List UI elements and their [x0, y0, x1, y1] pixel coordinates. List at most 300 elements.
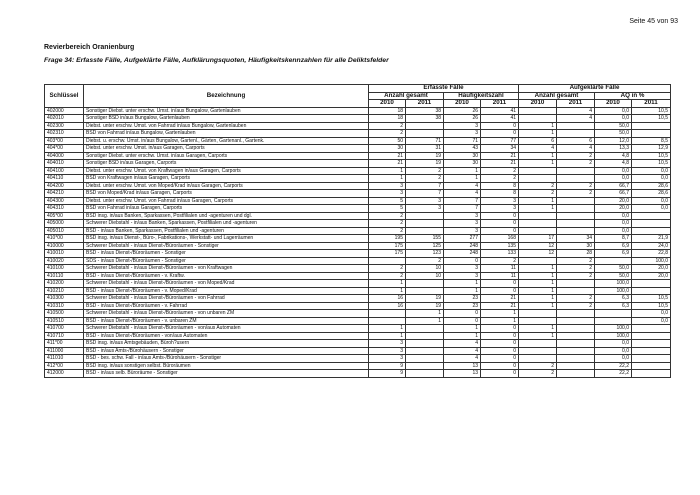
table-row [45, 145, 671, 153]
cell-erfasst-2011 [406, 280, 444, 288]
cell-aufgeklaert-2011 [557, 340, 595, 348]
cell-aufgeklaert-2010: 1 [519, 122, 557, 130]
header-erfasste-faelle: Erfasste Fälle [369, 85, 519, 93]
statistics-table [44, 84, 671, 378]
cell-aq-2010: 4,8 [595, 160, 632, 168]
cell-schluessel: 410020 [45, 257, 84, 265]
cell-hz-2010: 1 [444, 280, 481, 288]
cell-schluessel: 412000 [45, 370, 84, 378]
table-row [45, 160, 671, 168]
cell-hz-2011: 21 [481, 152, 519, 160]
cell-erfasst-2010: 3 [369, 190, 406, 198]
cell-aq-2011: 10,5 [632, 295, 671, 303]
cell-erfasst-2011: 7 [406, 182, 444, 190]
cell-hz-2010: 1 [444, 175, 481, 183]
cell-schluessel: 410*00 [45, 235, 84, 243]
cell-hz-2011: 2 [481, 257, 519, 265]
cell-hz-2011: 41 [481, 115, 519, 123]
cell-hz-2011: 2 [481, 167, 519, 175]
cell-hz-2010: 1 [444, 332, 481, 340]
cell-erfasst-2010: 18 [369, 107, 406, 115]
header-anzahl-gesamt: Anzahl gesamt [369, 92, 444, 100]
cell-erfasst-2010: 1 [369, 287, 406, 295]
cell-erfasst-2010: 5 [369, 197, 406, 205]
cell-hz-2011: 168 [481, 235, 519, 243]
table-row [45, 212, 671, 220]
cell-erfasst-2011: 19 [406, 152, 444, 160]
cell-erfasst-2010: 1 [369, 332, 406, 340]
cell-aq-2011 [632, 280, 671, 288]
cell-schluessel: 410300 [45, 295, 84, 303]
cell-aufgeklaert-2011: 2 [557, 182, 595, 190]
cell-hz-2011: 3 [481, 205, 519, 213]
cell-aufgeklaert-2011: 2 [557, 272, 595, 280]
cell-aq-2011: 0,0 [632, 205, 671, 213]
cell-hz-2010: 4 [444, 340, 481, 348]
cell-bezeichnung: BSD von Fahrrad in/aus Garagen, Carports [84, 205, 369, 213]
cell-aq-2010: 0,0 [595, 227, 632, 235]
cell-bezeichnung: BSD - in/aus Banken, Sparkassen, Postfilialen und -agenturen [84, 227, 369, 235]
cell-erfasst-2010: 175 [369, 242, 406, 250]
table-row [45, 302, 671, 310]
cell-schluessel: 410310 [45, 302, 84, 310]
cell-aufgeklaert-2010 [519, 220, 557, 228]
cell-hz-2010: 4 [444, 190, 481, 198]
cell-bezeichnung: BSD insg. in/aus sonstigen selbst. Büroräumen [84, 362, 369, 370]
cell-aufgeklaert-2011 [557, 212, 595, 220]
table-row [45, 122, 671, 130]
cell-bezeichnung: Schwerer Diebstahl - in/aus Dienst-/Büroräumen - von/aus Automaten [84, 325, 369, 333]
cell-bezeichnung: Diebst. unter erschw. Umst. von Fahrrad in/aus Garagen, Carports [84, 197, 369, 205]
cell-aufgeklaert-2010 [519, 107, 557, 115]
table-row [45, 257, 671, 265]
cell-aufgeklaert-2011 [557, 362, 595, 370]
cell-schluessel: 404200 [45, 182, 84, 190]
cell-hz-2011: 0 [481, 287, 519, 295]
cell-hz-2010: 43 [444, 145, 481, 153]
cell-aq-2011: 10,5 [632, 160, 671, 168]
cell-erfasst-2011: 31 [406, 145, 444, 153]
cell-aufgeklaert-2010 [519, 212, 557, 220]
cell-aufgeklaert-2011: 2 [557, 302, 595, 310]
cell-erfasst-2010: 2 [369, 122, 406, 130]
cell-hz-2010: 1 [444, 325, 481, 333]
cell-aq-2010: 22,2 [595, 370, 632, 378]
cell-schluessel: 411010 [45, 355, 84, 363]
cell-erfasst-2011: 10 [406, 272, 444, 280]
table-row [45, 137, 671, 145]
table-row [45, 205, 671, 213]
cell-aq-2011: 20,0 [632, 272, 671, 280]
cell-erfasst-2011 [406, 340, 444, 348]
header-schluessel: Schlüssel [45, 85, 84, 108]
cell-aufgeklaert-2011: 2 [557, 257, 595, 265]
table-row [45, 220, 671, 228]
cell-erfasst-2010: 3 [369, 340, 406, 348]
cell-bezeichnung: Schwerer Diebstahl - in/aus Banken, Sparkassen, Postfilialen und -agenturen [84, 220, 369, 228]
cell-schluessel: 410110 [45, 272, 84, 280]
cell-aq-2010: 13,3 [595, 145, 632, 153]
cell-hz-2011: 77 [481, 137, 519, 145]
table-row [45, 355, 671, 363]
table-row [45, 332, 671, 340]
cell-schluessel: 410710 [45, 332, 84, 340]
cell-bezeichnung: BSD von Fahrrad in/aus Bungalow, Gartenlauben [84, 130, 369, 138]
cell-erfasst-2010: 50 [369, 137, 406, 145]
cell-hz-2011: 0 [481, 122, 519, 130]
cell-schluessel: 404310 [45, 205, 84, 213]
cell-bezeichnung: SDS - in/aus Dienst-/Büroräumen - Sonstiger [84, 257, 369, 265]
cell-aq-2011: 21,9 [632, 235, 671, 243]
cell-erfasst-2011 [406, 355, 444, 363]
cell-hz-2011: 41 [481, 107, 519, 115]
cell-hz-2011: 0 [481, 280, 519, 288]
cell-bezeichnung: Sonstiger BSD in/aus Garagen, Carports [84, 160, 369, 168]
cell-bezeichnung: BSD - bes. schw. Fall - in/aus Amts-/Bürohäusern - Sonstiger [84, 355, 369, 363]
cell-bezeichnung: Schwerer Diebstahl - in/aus Dienst-/Büroräumen - von Kraftwagen [84, 265, 369, 273]
cell-bezeichnung: BSD - in/aus Amts-/Bürohäusern - Sonstiger [84, 347, 369, 355]
cell-erfasst-2011: 2 [406, 257, 444, 265]
cell-aufgeklaert-2010: 17 [519, 235, 557, 243]
cell-bezeichnung: Sonstiger BSD in/aus Bungalow, Gartenlauben [84, 115, 369, 123]
cell-aufgeklaert-2011 [557, 167, 595, 175]
cell-erfasst-2010: 21 [369, 160, 406, 168]
cell-hz-2011: 11 [481, 272, 519, 280]
cell-erfasst-2011: 7 [406, 190, 444, 198]
cell-aufgeklaert-2010: 4 [519, 145, 557, 153]
cell-bezeichnung: BSD - in/aus Dienst-/Büroräumen - v. Moped/Krad [84, 287, 369, 295]
table-row [45, 175, 671, 183]
cell-hz-2011: 1 [481, 310, 519, 318]
cell-aufgeklaert-2011 [557, 197, 595, 205]
cell-aufgeklaert-2010 [519, 257, 557, 265]
cell-erfasst-2010: 3 [369, 355, 406, 363]
cell-erfasst-2011 [406, 227, 444, 235]
cell-aq-2010: 4,8 [595, 152, 632, 160]
cell-hz-2011: 0 [481, 340, 519, 348]
header-bezeichnung: Bezeichnung [84, 85, 369, 108]
table-row [45, 197, 671, 205]
cell-erfasst-2011: 1 [406, 310, 444, 318]
cell-hz-2011: 0 [481, 370, 519, 378]
table-row [45, 280, 671, 288]
cell-aq-2011 [632, 212, 671, 220]
cell-schluessel: 410210 [45, 287, 84, 295]
cell-hz-2011: 34 [481, 145, 519, 153]
cell-aufgeklaert-2011 [557, 220, 595, 228]
table-row [45, 190, 671, 198]
cell-aufgeklaert-2011: 28 [557, 250, 595, 258]
cell-aq-2010: 6,9 [595, 242, 632, 250]
cell-bezeichnung: BSD - in/aus Dienst-/Büroräumen - v. unbaren ZM [84, 317, 369, 325]
cell-aufgeklaert-2010: 2 [519, 370, 557, 378]
cell-erfasst-2010: 2 [369, 212, 406, 220]
cell-erfasst-2011: 19 [406, 302, 444, 310]
cell-hz-2010: 277 [444, 235, 481, 243]
cell-hz-2010: 13 [444, 362, 481, 370]
cell-aq-2011: 10,5 [632, 107, 671, 115]
cell-schluessel: 410500 [45, 310, 84, 318]
cell-hz-2011: 8 [481, 182, 519, 190]
cell-aq-2010: 50,0 [595, 130, 632, 138]
cell-bezeichnung: BSD von Kraftwagen in/aus Garagen, Carports [84, 175, 369, 183]
cell-bezeichnung: BSD - in/aus Dienst-/Büroräumen - Sonstiger [84, 250, 369, 258]
cell-aq-2010: 100,0 [595, 280, 632, 288]
cell-aufgeklaert-2010: 2 [519, 182, 557, 190]
cell-aufgeklaert-2010 [519, 175, 557, 183]
header-aq-prozent: AQ in % [595, 92, 671, 100]
cell-bezeichnung: Schwerer Diebstahl - in/aus Dienst-/Büroräumen - von unbaren ZM [84, 310, 369, 318]
cell-aufgeklaert-2011: 30 [557, 242, 595, 250]
cell-bezeichnung: Sonstiger Diebst. unter erschw. Umst. in/aus Bungalow, Gartenlauben [84, 107, 369, 115]
cell-erfasst-2011 [406, 122, 444, 130]
cell-aufgeklaert-2010: 12 [519, 250, 557, 258]
cell-hz-2010: 4 [444, 182, 481, 190]
table-body [45, 107, 671, 377]
cell-erfasst-2011 [406, 287, 444, 295]
cell-aq-2011: 10,5 [632, 115, 671, 123]
cell-aq-2010: 0,0 [595, 340, 632, 348]
header-anzahl-gesamt-aufgeklaert: Anzahl gesamt [519, 92, 595, 100]
cell-hz-2011: 0 [481, 325, 519, 333]
cell-aufgeklaert-2010: 1 [519, 295, 557, 303]
header-year: 2011 [632, 100, 671, 108]
cell-erfasst-2010: 16 [369, 302, 406, 310]
cell-aq-2011: 0,0 [632, 197, 671, 205]
table-row [45, 370, 671, 378]
cell-erfasst-2011 [406, 362, 444, 370]
cell-erfasst-2011: 125 [406, 242, 444, 250]
cell-aq-2011 [632, 347, 671, 355]
cell-schluessel: 402300 [45, 122, 84, 130]
cell-erfasst-2010: 1 [369, 175, 406, 183]
cell-aq-2010: 0,0 [595, 167, 632, 175]
cell-aufgeklaert-2010 [519, 317, 557, 325]
cell-aq-2010: 0,0 [595, 107, 632, 115]
cell-aq-2011 [632, 287, 671, 295]
cell-aufgeklaert-2010: 1 [519, 332, 557, 340]
cell-aq-2011: 0,0 [632, 317, 671, 325]
cell-bezeichnung: Sonstiger Diebst. unter erschw. Umst. in/aus Garagen, Carports [84, 152, 369, 160]
cell-erfasst-2011: 123 [406, 250, 444, 258]
cell-hz-2010: 26 [444, 107, 481, 115]
cell-schluessel: 410000 [45, 242, 84, 250]
header-year: 2011 [481, 100, 519, 108]
cell-aufgeklaert-2011 [557, 325, 595, 333]
cell-erfasst-2010: 1 [369, 167, 406, 175]
header-aufgeklaerte-faelle: Aufgeklärte Fälle [519, 85, 671, 93]
cell-aq-2010: 6,3 [595, 302, 632, 310]
cell-erfasst-2011: 3 [406, 205, 444, 213]
cell-erfasst-2011: 2 [406, 175, 444, 183]
cell-hz-2011: 21 [481, 295, 519, 303]
cell-aufgeklaert-2011 [557, 347, 595, 355]
cell-erfasst-2010: 1 [369, 280, 406, 288]
cell-erfasst-2010: 9 [369, 370, 406, 378]
cell-schluessel: 404110 [45, 175, 84, 183]
cell-bezeichnung: Schwerer Diebstahl - in/aus Dienst-/Büroräumen - von Fahrrad [84, 295, 369, 303]
cell-aq-2010 [595, 310, 632, 318]
cell-erfasst-2011: 38 [406, 115, 444, 123]
cell-aq-2011: 24,0 [632, 242, 671, 250]
header-haeufigkeitszahl: Häufigkeitszahl [444, 92, 519, 100]
cell-aufgeklaert-2011: 2 [557, 295, 595, 303]
cell-aq-2011 [632, 122, 671, 130]
cell-schluessel: 410010 [45, 250, 84, 258]
cell-bezeichnung: BSD - in/aus Dienst-/Büroräumen - v. Kraftw. [84, 272, 369, 280]
cell-aq-2010: 100,0 [595, 325, 632, 333]
cell-hz-2011: 0 [481, 220, 519, 228]
cell-hz-2010: 248 [444, 250, 481, 258]
cell-aq-2010: 20,0 [595, 197, 632, 205]
cell-bezeichnung: Diebst. unter erschw. Umst. von Moped/Krad in/aus Garagen, Carports [84, 182, 369, 190]
header-year: 2010 [519, 100, 557, 108]
cell-aufgeklaert-2010: 12 [519, 242, 557, 250]
cell-schluessel: 411*00 [45, 340, 84, 348]
page-number: Seite 45 von 93 [629, 18, 678, 25]
cell-hz-2010: 4 [444, 347, 481, 355]
cell-aufgeklaert-2011 [557, 175, 595, 183]
cell-erfasst-2011 [406, 130, 444, 138]
cell-aq-2011: 8,5 [632, 137, 671, 145]
table-row [45, 242, 671, 250]
cell-bezeichnung: Diebst. unter erschw. Umst. in/aus Garagen, Carports [84, 145, 369, 153]
cell-aufgeklaert-2011 [557, 205, 595, 213]
cell-erfasst-2011: 10 [406, 265, 444, 273]
cell-aufgeklaert-2010 [519, 167, 557, 175]
cell-bezeichnung: BSD - in/aus Dienst-/Büroräumen - v. Fahrrad [84, 302, 369, 310]
cell-hz-2011: 0 [481, 212, 519, 220]
cell-aufgeklaert-2011 [557, 310, 595, 318]
cell-erfasst-2010 [369, 257, 406, 265]
cell-aq-2011: 12,9 [632, 145, 671, 153]
cell-schluessel: 404210 [45, 190, 84, 198]
cell-schluessel: 403*00 [45, 137, 84, 145]
cell-aufgeklaert-2010: 1 [519, 302, 557, 310]
cell-aufgeklaert-2011: 6 [557, 137, 595, 145]
cell-aufgeklaert-2010: 1 [519, 205, 557, 213]
cell-aufgeklaert-2011 [557, 227, 595, 235]
cell-aufgeklaert-2011: 4 [557, 145, 595, 153]
cell-aq-2010: 6,9 [595, 250, 632, 258]
table-row [45, 265, 671, 273]
cell-hz-2010: 3 [444, 272, 481, 280]
cell-aq-2010: 12,0 [595, 137, 632, 145]
cell-aq-2011 [632, 362, 671, 370]
cell-erfasst-2010: 2 [369, 130, 406, 138]
cell-erfasst-2010: 3 [369, 182, 406, 190]
cell-hz-2010: 3 [444, 130, 481, 138]
cell-hz-2010: 0 [444, 317, 481, 325]
cell-schluessel: 411000 [45, 347, 84, 355]
cell-aufgeklaert-2010 [519, 355, 557, 363]
cell-erfasst-2010: 16 [369, 295, 406, 303]
cell-schluessel: 405010 [45, 227, 84, 235]
cell-bezeichnung: BSD von Moped/Krad in/aus Garagen, Carports [84, 190, 369, 198]
cell-hz-2010: 1 [444, 287, 481, 295]
cell-aufgeklaert-2010: 2 [519, 362, 557, 370]
cell-hz-2010: 3 [444, 227, 481, 235]
cell-aq-2010: 100,0 [595, 332, 632, 340]
cell-aq-2011 [632, 355, 671, 363]
cell-aufgeklaert-2010: 1 [519, 265, 557, 273]
cell-bezeichnung: BSD insg. in/aus Dienst-, Büro-, Fabrikations-, Werkstatt- und Lagerräumen [84, 235, 369, 243]
table-row [45, 272, 671, 280]
cell-bezeichnung: Schwerer Diebstahl - in/aus Dienst-/Büroräumen - Sonstiger [84, 242, 369, 250]
cell-hz-2010: 0 [444, 310, 481, 318]
cell-bezeichnung: Diebst. unter erschw. Umst. von Kraftwagen in/aus Garagen, Carports [84, 167, 369, 175]
cell-bezeichnung: BSD insg. in/aus Amtsgebäuden, Büroh?usern [84, 340, 369, 348]
cell-schluessel: 402010 [45, 115, 84, 123]
cell-hz-2011: 0 [481, 227, 519, 235]
cell-erfasst-2010: 3 [369, 347, 406, 355]
cell-erfasst-2010: 18 [369, 115, 406, 123]
cell-erfasst-2010: 9 [369, 362, 406, 370]
cell-aq-2011: 28,6 [632, 182, 671, 190]
cell-aq-2011: 0,0 [632, 167, 671, 175]
cell-aufgeklaert-2011: 2 [557, 160, 595, 168]
cell-aq-2010: 100,0 [595, 287, 632, 295]
table-row [45, 250, 671, 258]
cell-aufgeklaert-2010: 6 [519, 137, 557, 145]
cell-bezeichnung: BSD - in/aus selb. Büroräume - Sonstiger [84, 370, 369, 378]
table-row [45, 325, 671, 333]
cell-schluessel: 404010 [45, 160, 84, 168]
cell-aq-2011 [632, 370, 671, 378]
cell-schluessel: 404000 [45, 152, 84, 160]
cell-aq-2011: 20,0 [632, 265, 671, 273]
cell-aufgeklaert-2011 [557, 122, 595, 130]
cell-hz-2010: 3 [444, 265, 481, 273]
cell-erfasst-2011: 2 [406, 167, 444, 175]
cell-hz-2011: 0 [481, 347, 519, 355]
cell-erfasst-2010: 2 [369, 227, 406, 235]
cell-aufgeklaert-2011 [557, 370, 595, 378]
cell-aufgeklaert-2011: 2 [557, 152, 595, 160]
cell-aufgeklaert-2010: 1 [519, 130, 557, 138]
cell-aufgeklaert-2010: 1 [519, 160, 557, 168]
cell-aq-2011 [632, 220, 671, 228]
cell-aq-2011: 0,0 [632, 310, 671, 318]
table-row [45, 152, 671, 160]
cell-aq-2011 [632, 227, 671, 235]
cell-hz-2010: 71 [444, 137, 481, 145]
cell-hz-2011: 0 [481, 332, 519, 340]
cell-hz-2011: 1 [481, 317, 519, 325]
cell-bezeichnung: BSD insg. in/aus Banken, Sparkassen, Postfilialen und -agenturen und dgl. [84, 212, 369, 220]
cell-erfasst-2011 [406, 325, 444, 333]
cell-aufgeklaert-2010 [519, 310, 557, 318]
cell-hz-2011: 0 [481, 355, 519, 363]
cell-aq-2011: 28,6 [632, 190, 671, 198]
table-row [45, 295, 671, 303]
cell-hz-2010: 248 [444, 242, 481, 250]
cell-hz-2011: 21 [481, 302, 519, 310]
cell-erfasst-2011: 155 [406, 235, 444, 243]
table-row [45, 340, 671, 348]
cell-schluessel: 405*00 [45, 212, 84, 220]
table-row [45, 167, 671, 175]
cell-schluessel: 405000 [45, 220, 84, 228]
cell-aufgeklaert-2011 [557, 280, 595, 288]
cell-aq-2010: 0,0 [595, 175, 632, 183]
cell-bezeichnung: Diebst. u. erschw. Umst. in/aus Bungalow, Gartenl., Gärten, Gartenanl., Gartenk. [84, 137, 369, 145]
cell-hz-2010: 7 [444, 205, 481, 213]
header-year: 2011 [406, 100, 444, 108]
cell-aufgeklaert-2010 [519, 340, 557, 348]
cell-schluessel: 402000 [45, 107, 84, 115]
cell-schluessel: 402310 [45, 130, 84, 138]
